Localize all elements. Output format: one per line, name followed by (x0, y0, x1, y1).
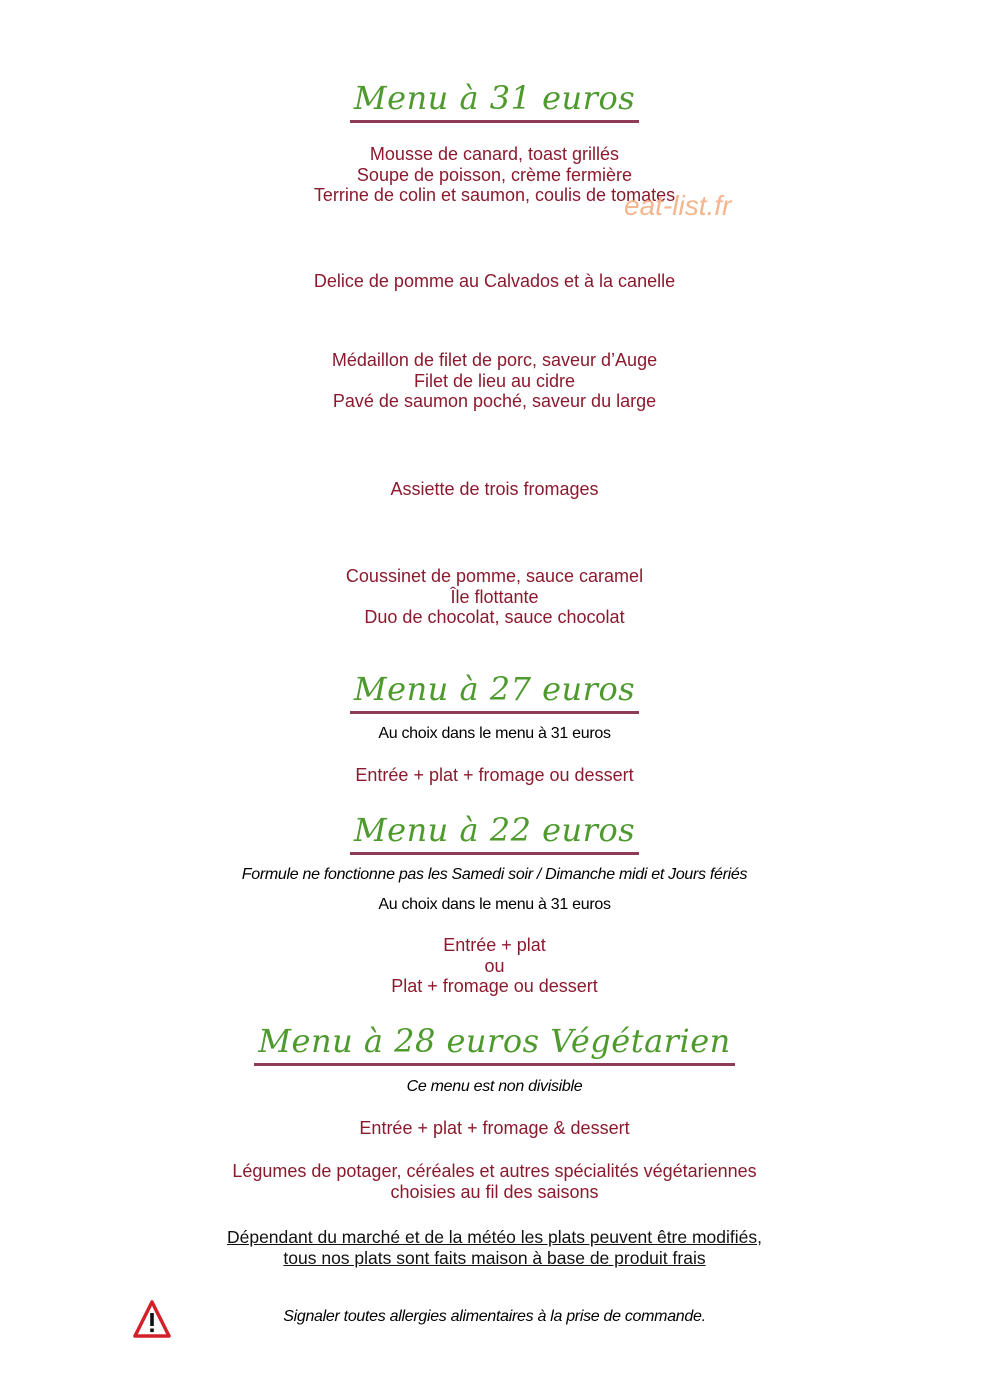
dessert-item: Île flottante (450, 586, 539, 607)
formula-line: Plat + fromage ou dessert (391, 976, 598, 996)
menu-31-title (0, 78, 989, 123)
menu-22-title-text: Menu à 22 euros (350, 810, 639, 855)
menu-22-formula (0, 935, 989, 997)
menu-27-formula: Entrée + plat + fromage ou dessert (355, 765, 634, 785)
menu-28-formula: Entrée + plat + fromage & dessert (359, 1118, 630, 1138)
menu-27-title-text: Menu à 27 euros (350, 669, 639, 714)
menu-31-fromage (0, 479, 989, 500)
disclaimer-line: Dépendant du marché et de la météo les plats peuvent être modifiés, (226, 1227, 763, 1247)
watermark: eat-list.fr (624, 190, 732, 221)
menu-31-plats (0, 350, 989, 412)
entree-item: Soupe de poisson, crème fermière (356, 164, 633, 185)
formula-line: Entrée + plat (443, 935, 546, 955)
menu-28-title (0, 1021, 989, 1066)
entree-item: Terrine de colin et saumon, coulis de tomates (313, 185, 676, 205)
plat-item: Filet de lieu au cidre (413, 370, 576, 391)
menu-31-trou-normand (0, 271, 989, 292)
menu-27-choice: Au choix dans le menu à 31 euros (378, 725, 611, 742)
disclaimer (0, 1227, 989, 1269)
disclaimer-line: tous nos plats sont faits maison à base de produit frais (283, 1248, 706, 1268)
menu-28-note: Ce menu est non divisible (406, 1078, 583, 1095)
menu-28-title-text: Menu à 28 euros Végétarien (254, 1021, 734, 1066)
menu-22-title (0, 810, 989, 855)
formula-line: ou (484, 955, 505, 976)
menu-31-desserts (0, 566, 989, 628)
trou-normand-item: Delice de pomme au Calvados et à la canelle (313, 271, 676, 291)
menu-22-choice: Au choix dans le menu à 31 euros (378, 896, 611, 913)
dessert-item: Duo de chocolat, sauce chocolat (364, 607, 625, 627)
menu-31-title-text: Menu à 31 euros (350, 78, 639, 123)
allergy-notice: Signaler toutes allergies alimentaires à la prise de commande. (283, 1308, 706, 1325)
entree-item: Mousse de canard, toast grillés (369, 144, 620, 164)
description-line: Légumes de potager, céréales et autres spécialités végétariennes (232, 1161, 757, 1181)
plat-item: Pavé de saumon poché, saveur du large (332, 391, 657, 411)
description-line: choisies au fil des saisons (390, 1181, 599, 1202)
menu-28-description (0, 1161, 989, 1202)
menu-22-restriction: Formule ne fonctionne pas les Samedi soir / Dimanche midi et Jours fériés (241, 866, 748, 883)
dessert-item: Coussinet de pomme, sauce caramel (345, 566, 644, 586)
plat-item: Médaillon de filet de porc, saveur d’Auge (331, 350, 658, 370)
menu-27-title (0, 669, 989, 714)
fromage-item: Assiette de trois fromages (390, 479, 599, 499)
menu-31-entrees (0, 144, 989, 206)
